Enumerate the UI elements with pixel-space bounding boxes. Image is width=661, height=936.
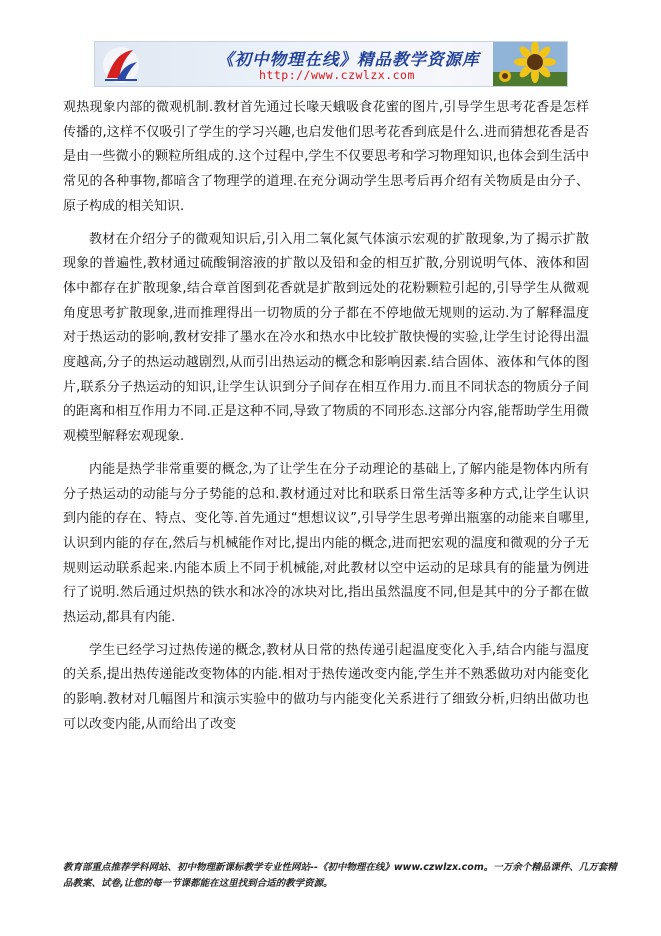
paragraph-2: 教材在介绍分子的微观知识后,引入用二氧化氮气体演示宏观的扩散现象,为了揭示扩散现象的普遍性,教材通过硫酸铜溶液的扩散以及铅和金的相互扩散,分别说明气体、液体和固体中都存在扩散现象,结合章首图到花香就是扩散到远处的花粉颗粒引起的,引导学生从微观角度思考扩散现象,进而推理得出一切物质的分子都在不停地做无规则的运动.为了解释温度对于热运动的影响,教材安排了墨水在冷水和热水中比较扩散快慢的实验,让学生讨论得出温度越高,分子的热运动越剧烈,从而引出热运动的概念和影响因素.结合固体、液体和气体的图片,联系分子热运动的知识,让学生认识到分子间存在相互作用力.而且不同状态的物质分子间的距离和相互作用力不同.正是这种不同,导致了物质的不同形态.这部分内容,能帮助学生用微观模型解释宏观现象. [63,231,589,445]
page-footer: 教育部重点推荐学科网站、初中物理新课标教学专业性网站--《初中物理在线》www.czwlzx.com。一万余个精品课件、几万套精品教案、试卷,让您的每一节课都能在这里找到合适的教学资源。 [63,862,617,889]
banner-url[interactable]: http://www.czwlzx.com [259,68,415,82]
site-logo [99,44,143,86]
paragraph-3: 内能是热学非常重要的概念,为了让学生在分子动理论的基础上,了解内能是物体内所有分子热运动的动能与分子势能的总和.教材通过对比和联系日常生活等多种方式,让学生认识到内能的存在、特点、变化等.首先通过“想想议议”,引导学生思考弹出瓶塞的动能来自哪里,认识到内能的存在,然后与机械能作对比,提出内能的概念,进而把宏观的温度和微观的分子无规则运动联系起来.内能本质上不同于机械能,对此教材以空中运动的足球具有的能量为例进行了说明.然后通过炽热的铁水和冰冷的冰块对比,指出虽然温度不同,但是其中的分子都在做热运动,都具有内能. [63,461,589,626]
paragraph-4: 学生已经学习过热传递的概念,教材从日常的热传递引起温度变化入手,结合内能与温度的关系,提出热传递能改变物体的内能.相对于热传递改变内能,学生并不熟悉做功对内能变化的影响.教材对几幅图片和演示实验中的做功与内能变化关系进行了细致分析,归纳出做功也可以改变内能,从而给出了改变 [63,642,589,732]
paragraph-1: 观热现象内部的微观机制.教材首先通过长喙天蛾吸食花蜜的图片,引导学生思考花香是怎样传播的,这样不仅吸引了学生的学习兴趣,也启发他们思考花香到底是什么.进而猜想花香是否是由一些微小的颗粒所组成的.这个过程中,学生不仅要思考和学习物理知识,也体会到生活中常见的各种事物,都暗含了物理学的道理.在充分调动学生思考后再介绍有关物质是由分子、原子构成的相关知识. [63,100,589,214]
document-body [63,96,589,746]
sunflower-image [493,42,567,87]
header-banner [94,41,568,87]
banner-title: 《初中物理在线》精品教学资源库 [217,50,480,69]
